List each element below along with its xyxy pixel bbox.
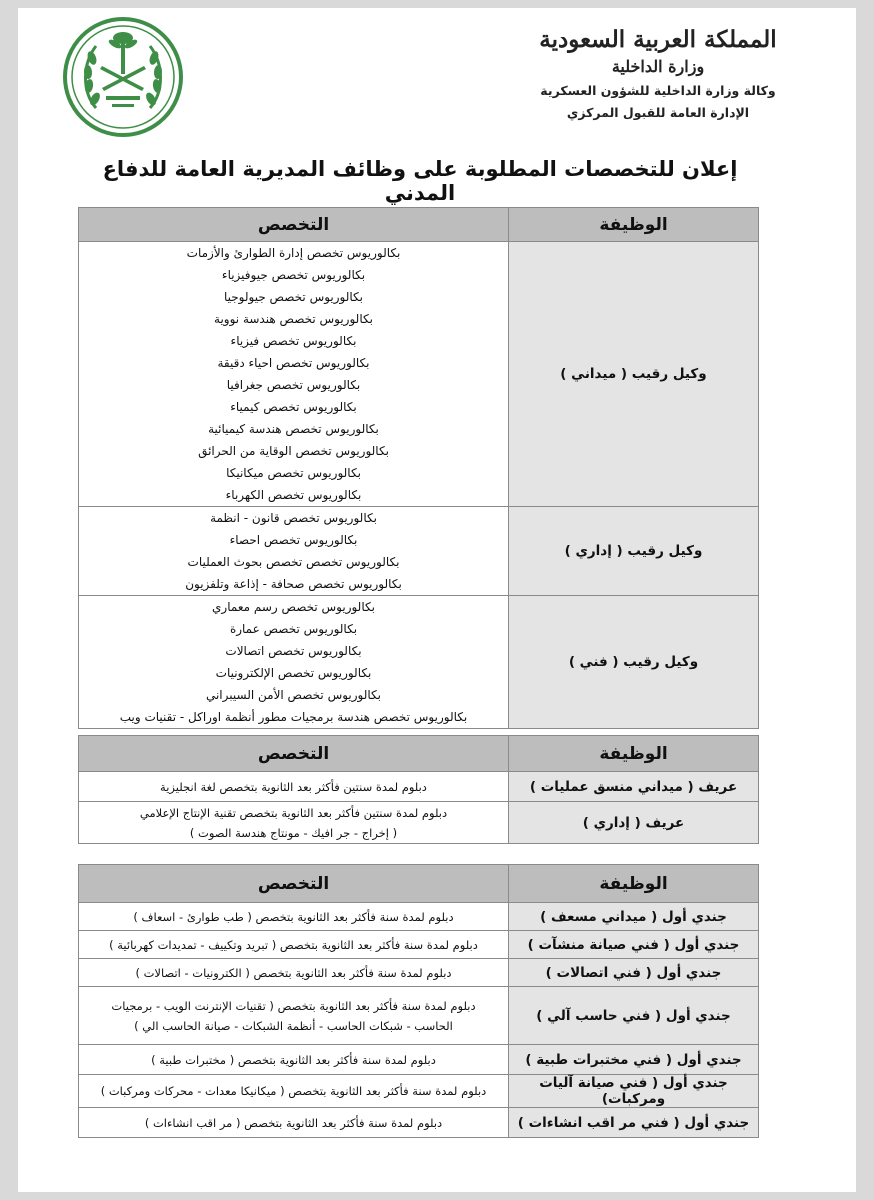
column-header-job: الوظيفة bbox=[509, 208, 759, 242]
specialty-line: دبلوم لمدة سنة فأكثر بعد الثانوية بتخصص ( الكترونيات - اتصالات ) bbox=[135, 965, 452, 980]
specialty-line: الحاسب - شبكات الحاسب - أنظمة الشبكات - صيانة الحاسب الي ) bbox=[134, 1018, 453, 1033]
specialty-line: بكالوريوس تخصص إدارة الطوارئ والأزمات bbox=[186, 246, 401, 260]
job-title-cell: عريف ( ميداني منسق عمليات ) bbox=[509, 772, 759, 802]
table-row bbox=[79, 903, 759, 931]
table-corporal bbox=[78, 735, 759, 844]
table-row bbox=[79, 1045, 759, 1075]
specialty-cell bbox=[79, 987, 509, 1045]
specialty-cell bbox=[79, 507, 509, 596]
specialty-line: دبلوم لمدة سنتين فأكثر بعد الثانوية بتخصص لغة انجليزية bbox=[160, 779, 427, 794]
specialty-line: بكالوريوس تخصص ميكانيكا bbox=[226, 466, 361, 480]
job-title-cell: جندي أول ( ميداني مسعف ) bbox=[509, 903, 759, 931]
specialty-line: دبلوم لمدة سنة فأكثر بعد الثانوية بتخصص ( مر اقب انشاءات ) bbox=[144, 1115, 443, 1130]
specialty-line: بكالوريوس تخصص صحافة - إذاعة وتلفزيون bbox=[185, 577, 402, 591]
specialty-cell bbox=[79, 1075, 509, 1108]
job-title-cell: جندي أول ( فني صيانة منشآت ) bbox=[509, 931, 759, 959]
table-private-first-class bbox=[78, 864, 759, 1138]
specialty-line: بكالوريوس تخصص هندسة برمجيات مطور أنظمة اوراكل - تقنيات ويب bbox=[119, 710, 468, 724]
announcement-title: إعلان للتخصصات المطلوبة على وظائف المديرية العامة للدفاع المدني bbox=[102, 157, 738, 205]
specialty-cell bbox=[79, 1045, 509, 1075]
specialty-line: دبلوم لمدة سنة فأكثر بعد الثانوية بتخصص ( مختبرات طبية ) bbox=[151, 1052, 436, 1067]
job-title-cell: وكيل رقيب ( إداري ) bbox=[509, 507, 759, 596]
table-row bbox=[79, 802, 759, 844]
job-title-cell: وكيل رقيب ( فني ) bbox=[509, 596, 759, 729]
column-header-specialty: التخصص bbox=[79, 736, 509, 772]
specialty-cell bbox=[79, 1108, 509, 1138]
column-header-job: الوظيفة bbox=[509, 865, 759, 903]
specialty-cell bbox=[79, 772, 509, 802]
specialty-line: دبلوم لمدة سنتين فأكثر بعد الثانوية بتخصص تقنية الإنتاج الإعلامي bbox=[139, 805, 448, 820]
column-header-specialty: التخصص bbox=[79, 208, 509, 242]
specialty-line: بكالوريوس تخصص جيوفيزياء bbox=[221, 268, 366, 282]
job-title-cell: جندي أول ( فني اتصالات ) bbox=[509, 959, 759, 987]
admin-name: الإدارة العامة للقبول المركزي bbox=[566, 105, 750, 120]
specialty-line: دبلوم لمدة سنة فأكثر بعد الثانوية بتخصص ( ميكانيكا معدات - محركات ومركبات ) bbox=[100, 1084, 487, 1098]
specialty-line: دبلوم لمدة سنة فأكثر بعد الثانوية بتخصص ( تبريد وتكييف - تمديدات كهربائية ) bbox=[109, 937, 478, 952]
specialty-line: بكالوريوس تخصص جيولوجيا bbox=[223, 290, 364, 304]
job-title-cell: جندي أول ( فني مختبرات طبية ) bbox=[509, 1045, 759, 1075]
specialty-line: بكالوريوس تخصص احياء دقيقة bbox=[217, 356, 370, 370]
job-title-cell: عريف ( إداري ) bbox=[509, 802, 759, 844]
specialty-line: دبلوم لمدة سنة فأكثر بعد الثانوية بتخصص ( طب طوارئ - اسعاف ) bbox=[133, 909, 454, 924]
job-title-cell: جندي أول ( فني صيانة آليات ومركبات) bbox=[509, 1075, 759, 1108]
table-row bbox=[79, 772, 759, 802]
job-title-cell: جندي أول ( فني حاسب آلي ) bbox=[509, 987, 759, 1045]
letterhead bbox=[528, 26, 788, 124]
specialty-cell bbox=[79, 596, 509, 729]
table-row bbox=[79, 1075, 759, 1108]
specialty-line: بكالوريوس تخصص عمارة bbox=[229, 622, 358, 636]
specialty-cell bbox=[79, 931, 509, 959]
ministry-name: وزارة الداخلية bbox=[611, 57, 705, 76]
specialty-line: دبلوم لمدة سنة فأكثر بعد الثانوية بتخصص ( تقنيات الإنترنت الويب - برمجيات bbox=[111, 998, 476, 1013]
table-row bbox=[79, 242, 759, 507]
specialty-line: بكالوريوس تخصص الكهرباء bbox=[225, 488, 362, 502]
job-title-cell: جندي أول ( فني مر اقب انشاءات ) bbox=[509, 1108, 759, 1138]
specialty-line: بكالوريوس تخصص هندسة نووية bbox=[214, 312, 373, 326]
table-row bbox=[79, 987, 759, 1045]
specialty-line: بكالوريوس تخصص جغرافيا bbox=[226, 378, 361, 392]
job-title-cell: وكيل رقيب ( ميداني ) bbox=[509, 242, 759, 507]
table-row bbox=[79, 959, 759, 987]
column-header-job: الوظيفة bbox=[509, 736, 759, 772]
specialty-line: ( إخراج - جر افيك - مونتاج هندسة الصوت ) bbox=[189, 825, 398, 840]
specialty-line: بكالوريوس تخصص اتصالات bbox=[225, 644, 362, 658]
specialty-line: بكالوريوس تخصص كيمياء bbox=[230, 400, 357, 414]
table-row bbox=[79, 507, 759, 596]
specialty-line: بكالوريوس تخصص رسم معماري bbox=[212, 600, 375, 614]
specialty-cell bbox=[79, 802, 509, 844]
agency-name: وكالة وزارة الداخلية للشؤون العسكرية bbox=[540, 83, 776, 98]
specialty-line: بكالوريوس تخصص احصاء bbox=[229, 533, 358, 547]
table-row bbox=[79, 931, 759, 959]
specialty-cell bbox=[79, 242, 509, 507]
specialty-cell bbox=[79, 903, 509, 931]
table-row bbox=[79, 596, 759, 729]
column-header-specialty: التخصص bbox=[79, 865, 509, 903]
specialty-cell bbox=[79, 959, 509, 987]
ministry-emblem-icon bbox=[62, 16, 184, 138]
specialty-line: بكالوريوس تخصص قانون - انظمة bbox=[210, 511, 377, 525]
kingdom-name: المملكة العربية السعودية bbox=[539, 26, 777, 53]
specialty-line: بكالوريوس تخصص تخصص بحوث العمليات bbox=[187, 555, 400, 569]
specialty-line: بكالوريوس تخصص الأمن السيبراني bbox=[205, 688, 382, 702]
specialty-line: بكالوريوس تخصص الإلكترونيات bbox=[215, 666, 372, 680]
table-staff-sergeant bbox=[78, 207, 759, 729]
specialty-line: بكالوريوس تخصص هندسة كيميائية bbox=[208, 422, 379, 436]
table-row bbox=[79, 1108, 759, 1138]
specialty-line: بكالوريوس تخصص فيزياء bbox=[230, 334, 357, 348]
specialty-line: بكالوريوس تخصص الوقاية من الحرائق bbox=[198, 444, 389, 458]
